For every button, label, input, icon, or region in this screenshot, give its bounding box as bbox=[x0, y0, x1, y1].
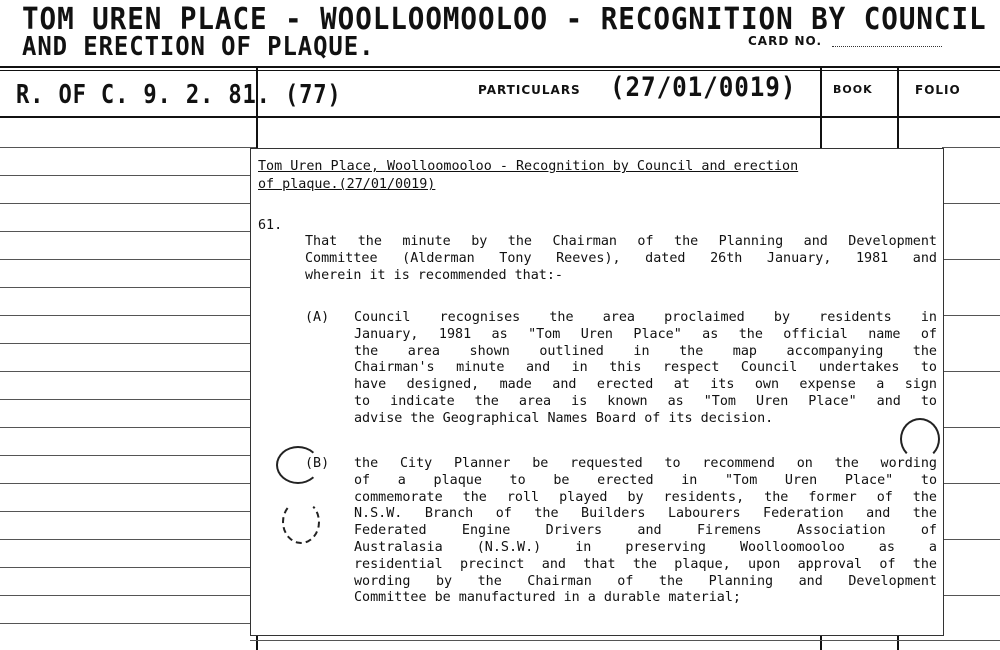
ruled-line bbox=[0, 147, 256, 148]
intro-line: wherein it is recommended that:- bbox=[305, 267, 563, 283]
clause-b-text bbox=[354, 456, 937, 607]
clause-a-line: to indicate the area is known as "Tom Uren Place" and to bbox=[354, 393, 937, 409]
folio-label: FOLIO bbox=[915, 83, 961, 97]
margin-circle-mark bbox=[900, 418, 940, 460]
clause-a-line: Council recognises the area proclaimed by residents in bbox=[354, 310, 937, 325]
clause-b-line: Committee be manufactured in a durable material; bbox=[354, 590, 741, 606]
ruled-line bbox=[942, 371, 1000, 372]
ruled-line bbox=[0, 511, 256, 512]
clause-a-line: Chairman's minute and in this respect Council undertakes to bbox=[354, 360, 937, 376]
card-number-line bbox=[832, 46, 942, 47]
margin-circle-mark bbox=[282, 500, 320, 544]
intro-paragraph bbox=[305, 234, 937, 284]
ruled-line bbox=[0, 371, 256, 372]
ruled-line bbox=[250, 640, 1000, 641]
clause-b-line: the City Planner be requested to recommend on the wording bbox=[354, 456, 937, 471]
clause-b-line: commemorate the roll played by residents, the former of the bbox=[354, 489, 937, 505]
ruled-line bbox=[0, 595, 256, 596]
ruled-line bbox=[942, 595, 1000, 596]
header-top-rule bbox=[0, 66, 1000, 68]
clipping-heading-line-1: Tom Uren Place, Woolloomooloo - Recognition by Council and erection bbox=[258, 159, 799, 174]
clipping-heading bbox=[258, 158, 930, 194]
intro-line: That the minute by the Chairman of the Planning and Development bbox=[305, 234, 937, 249]
ruled-line bbox=[942, 427, 1000, 428]
clause-b-line: wording by the Chairman of the Planning and Development bbox=[354, 573, 937, 589]
ruled-line bbox=[0, 539, 256, 540]
particulars-label: PARTICULARS bbox=[478, 83, 581, 97]
ruled-line bbox=[0, 343, 256, 344]
clause-a-line: have designed, made and erected at its own expense a sign bbox=[354, 377, 937, 393]
ruled-line bbox=[0, 623, 256, 624]
clipping-heading-line-2: of plaque.(27/01/0019) bbox=[258, 177, 436, 192]
clause-a-line: January, 1981 as "Tom Uren Place" as the official name of bbox=[354, 326, 937, 342]
clause-b-line: residential precinct and that the plaque, upon approval of the bbox=[354, 556, 937, 572]
margin-circle-mark bbox=[276, 446, 320, 484]
clause-a-label: (A) bbox=[305, 310, 330, 325]
clause-b-line: Federated Engine Drivers and Firemens Association of bbox=[354, 523, 937, 539]
clause-a-line: the area shown outlined in the map accompanying the bbox=[354, 343, 937, 359]
card-title-line-2: AND ERECTION OF PLAQUE. bbox=[22, 32, 375, 62]
book-label: BOOK bbox=[833, 83, 873, 96]
card-number-label: CARD NO. bbox=[748, 34, 823, 48]
header-bottom-rule bbox=[0, 116, 1000, 118]
ruled-line bbox=[942, 483, 1000, 484]
ruled-line bbox=[942, 259, 1000, 260]
ruled-line bbox=[0, 259, 256, 260]
clause-a-text bbox=[354, 310, 937, 428]
clause-a-line: advise the Geographical Names Board of its decision. bbox=[354, 410, 774, 426]
ruled-line bbox=[0, 231, 256, 232]
ruled-line bbox=[0, 567, 256, 568]
ruled-line bbox=[942, 539, 1000, 540]
ruled-line bbox=[942, 315, 1000, 316]
clause-b-line: N.S.W. Branch of the Builders Labourers Federation and the bbox=[354, 506, 937, 522]
particulars-number: (27/01/0019) bbox=[610, 72, 797, 103]
clause-b-line: Australasia (N.S.W.) in preserving Woolloomooloo as a bbox=[354, 539, 937, 555]
ruled-line bbox=[942, 147, 1000, 148]
card-title-line-1: TOM UREN PLACE - WOOLLOOMOOLOO - RECOGNITION BY COUNCIL bbox=[22, 2, 987, 37]
ruled-line bbox=[942, 203, 1000, 204]
clause-b-label: (B) bbox=[305, 456, 330, 471]
ruled-line bbox=[0, 455, 256, 456]
header-top-rule-2 bbox=[0, 70, 1000, 71]
clause-b-line: of a plaque to be erected in "Tom Uren Place" to bbox=[354, 472, 937, 488]
ruled-line bbox=[0, 483, 256, 484]
item-number: 61. bbox=[258, 218, 283, 233]
ruled-line bbox=[0, 203, 256, 204]
ruled-line bbox=[0, 287, 256, 288]
ruled-line bbox=[0, 427, 256, 428]
council-reference: R. OF C. 9. 2. 81. (77) bbox=[16, 80, 342, 110]
ruled-line bbox=[0, 315, 256, 316]
ruled-line bbox=[0, 399, 256, 400]
ruled-line bbox=[0, 175, 256, 176]
intro-line: Committee (Alderman Tony Reeves), dated 26th January, 1981 and bbox=[305, 250, 937, 266]
